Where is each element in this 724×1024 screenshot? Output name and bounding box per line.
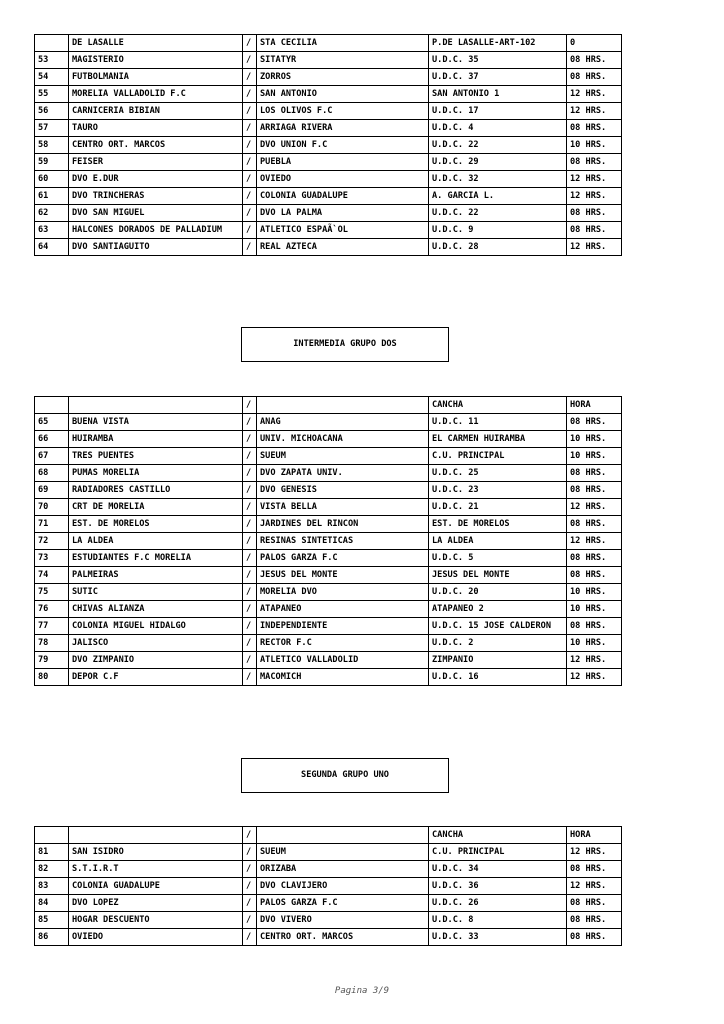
table-row xyxy=(35,52,622,69)
home-team: MAGISTERIO xyxy=(69,52,243,69)
venue: U.D.C. 32 xyxy=(429,171,567,188)
venue: U.D.C. 35 xyxy=(429,52,567,69)
venue: C.U. PRINCIPAL xyxy=(429,844,567,861)
separator: / xyxy=(243,448,257,465)
away-team: ZORROS xyxy=(257,69,429,86)
match-time: HORA xyxy=(567,827,622,844)
separator: / xyxy=(243,550,257,567)
venue: U.D.C. 33 xyxy=(429,929,567,946)
table-row xyxy=(35,499,622,516)
away-team: RECTOR F.C xyxy=(257,635,429,652)
match-time: 12 HRS. xyxy=(567,239,622,256)
away-team: UNIV. MICHOACANA xyxy=(257,431,429,448)
venue: CANCHA xyxy=(429,397,567,414)
separator: / xyxy=(243,912,257,929)
table-row xyxy=(35,550,622,567)
match-time: 08 HRS. xyxy=(567,222,622,239)
match-number: 61 xyxy=(35,188,69,205)
home-team: FEISER xyxy=(69,154,243,171)
away-team: SITATYR xyxy=(257,52,429,69)
venue: U.D.C. 2 xyxy=(429,635,567,652)
match-time: 08 HRS. xyxy=(567,550,622,567)
away-team: ATLETICO ESPAÃ`OL xyxy=(257,222,429,239)
away-team: DVO ZAPATA UNIV. xyxy=(257,465,429,482)
home-team: CHIVAS ALIANZA xyxy=(69,601,243,618)
venue: ZIMPANIO xyxy=(429,652,567,669)
match-time: 08 HRS. xyxy=(567,482,622,499)
away-team: ATLETICO VALLADOLID xyxy=(257,652,429,669)
match-number: 58 xyxy=(35,137,69,154)
home-team: BUENA VISTA xyxy=(69,414,243,431)
separator: / xyxy=(243,154,257,171)
match-time: 08 HRS. xyxy=(567,52,622,69)
home-team: SUTIC xyxy=(69,584,243,601)
match-number: 69 xyxy=(35,482,69,499)
match-time: 10 HRS. xyxy=(567,137,622,154)
separator: / xyxy=(243,669,257,686)
match-number: 55 xyxy=(35,86,69,103)
home-team: EST. DE MORELOS xyxy=(69,516,243,533)
away-team: PUEBLA xyxy=(257,154,429,171)
match-number: 59 xyxy=(35,154,69,171)
venue: U.D.C. 8 xyxy=(429,912,567,929)
match-number: 66 xyxy=(35,431,69,448)
match-time: 08 HRS. xyxy=(567,516,622,533)
home-team: HOGAR DESCUENTO xyxy=(69,912,243,929)
separator: / xyxy=(243,188,257,205)
separator: / xyxy=(243,618,257,635)
away-team xyxy=(257,397,429,414)
match-time: 10 HRS. xyxy=(567,601,622,618)
home-team: PALMEIRAS xyxy=(69,567,243,584)
home-team: TAURO xyxy=(69,120,243,137)
home-team xyxy=(69,397,243,414)
away-team: VISTA BELLA xyxy=(257,499,429,516)
away-team: MORELIA DVO xyxy=(257,584,429,601)
venue: EST. DE MORELOS xyxy=(429,516,567,533)
home-team: HALCONES DORADOS DE PALLADIUM xyxy=(69,222,243,239)
match-number: 56 xyxy=(35,103,69,120)
away-team: DVO VIVERO xyxy=(257,912,429,929)
table-row xyxy=(35,878,622,895)
home-team: DVO SANTIAGUITO xyxy=(69,239,243,256)
away-team: SUEUM xyxy=(257,844,429,861)
venue: JESUS DEL MONTE xyxy=(429,567,567,584)
match-time: 10 HRS. xyxy=(567,431,622,448)
away-team: SUEUM xyxy=(257,448,429,465)
match-number: 68 xyxy=(35,465,69,482)
venue: U.D.C. 21 xyxy=(429,499,567,516)
match-number: 73 xyxy=(35,550,69,567)
table-row xyxy=(35,188,622,205)
match-time: 12 HRS. xyxy=(567,103,622,120)
separator: / xyxy=(243,137,257,154)
match-time: 12 HRS. xyxy=(567,844,622,861)
match-number: 70 xyxy=(35,499,69,516)
venue: EL CARMEN HUIRAMBA xyxy=(429,431,567,448)
venue: U.D.C. 34 xyxy=(429,861,567,878)
table-row xyxy=(35,861,622,878)
venue: A. GARCIA L. xyxy=(429,188,567,205)
table-row xyxy=(35,844,622,861)
table-row xyxy=(35,533,622,550)
separator: / xyxy=(243,584,257,601)
home-team: JALISCO xyxy=(69,635,243,652)
venue: U.D.C. 15 JOSE CALDERON xyxy=(429,618,567,635)
match-time: 08 HRS. xyxy=(567,912,622,929)
venue: ATAPANEO 2 xyxy=(429,601,567,618)
separator: / xyxy=(243,844,257,861)
venue: U.D.C. 36 xyxy=(429,878,567,895)
separator: / xyxy=(243,827,257,844)
away-team: PALOS GARZA F.C xyxy=(257,550,429,567)
separator: / xyxy=(243,601,257,618)
home-team: TRES PUENTES xyxy=(69,448,243,465)
table-row xyxy=(35,584,622,601)
separator: / xyxy=(243,86,257,103)
table-row xyxy=(35,912,622,929)
match-number: 72 xyxy=(35,533,69,550)
home-team: DE LASALLE xyxy=(69,35,243,52)
match-number xyxy=(35,397,69,414)
match-number xyxy=(35,827,69,844)
home-team: S.T.I.R.T xyxy=(69,861,243,878)
page-number: Pagina 3/9 xyxy=(334,986,390,996)
away-team: SAN ANTONIO xyxy=(257,86,429,103)
home-team: OVIEDO xyxy=(69,929,243,946)
match-time: 0 xyxy=(567,35,622,52)
venue: U.D.C. 37 xyxy=(429,69,567,86)
away-team: PALOS GARZA F.C xyxy=(257,895,429,912)
group-title-segunda-grupo-uno: SEGUNDA GRUPO UNO xyxy=(241,758,449,793)
venue: U.D.C. 17 xyxy=(429,103,567,120)
table-row xyxy=(35,652,622,669)
away-team: CENTRO ORT. MARCOS xyxy=(257,929,429,946)
home-team: DVO ZIMPANIO xyxy=(69,652,243,669)
match-number: 82 xyxy=(35,861,69,878)
match-number: 80 xyxy=(35,669,69,686)
match-number: 63 xyxy=(35,222,69,239)
away-team: STA CECILIA xyxy=(257,35,429,52)
separator: / xyxy=(243,239,257,256)
away-team: DVO UNION F.C xyxy=(257,137,429,154)
home-team: MORELIA VALLADOLID F.C xyxy=(69,86,243,103)
home-team: ESTUDIANTES F.C MORELIA xyxy=(69,550,243,567)
away-team: DVO GENESIS xyxy=(257,482,429,499)
match-number: 84 xyxy=(35,895,69,912)
match-number: 74 xyxy=(35,567,69,584)
venue: U.D.C. 22 xyxy=(429,205,567,222)
away-team: RESINAS SINTETICAS xyxy=(257,533,429,550)
table-row xyxy=(35,482,622,499)
venue: U.D.C. 26 xyxy=(429,895,567,912)
match-number: 57 xyxy=(35,120,69,137)
away-team: MACOMICH xyxy=(257,669,429,686)
home-team: CRT DE MORELIA xyxy=(69,499,243,516)
match-time: 08 HRS. xyxy=(567,567,622,584)
match-time: 12 HRS. xyxy=(567,652,622,669)
match-time: 08 HRS. xyxy=(567,120,622,137)
home-team: DVO SAN MIGUEL xyxy=(69,205,243,222)
home-team: CARNICERIA BIBIAN xyxy=(69,103,243,120)
match-time: 08 HRS. xyxy=(567,205,622,222)
home-team: PUMAS MORELIA xyxy=(69,465,243,482)
away-team: ATAPANEO xyxy=(257,601,429,618)
separator: / xyxy=(243,533,257,550)
separator: / xyxy=(243,205,257,222)
venue: LA ALDEA xyxy=(429,533,567,550)
home-team: FUTBOLMANIA xyxy=(69,69,243,86)
match-time: 12 HRS. xyxy=(567,188,622,205)
home-team: DEPOR C.F xyxy=(69,669,243,686)
match-time: 08 HRS. xyxy=(567,69,622,86)
away-team: DVO CLAVIJERO xyxy=(257,878,429,895)
venue: U.D.C. 9 xyxy=(429,222,567,239)
away-team: ORIZABA xyxy=(257,861,429,878)
venue: U.D.C. 28 xyxy=(429,239,567,256)
table-row xyxy=(35,120,622,137)
home-team: HUIRAMBA xyxy=(69,431,243,448)
match-number: 83 xyxy=(35,878,69,895)
away-team: REAL AZTECA xyxy=(257,239,429,256)
table-row xyxy=(35,137,622,154)
separator: / xyxy=(243,878,257,895)
table-row xyxy=(35,895,622,912)
separator: / xyxy=(243,397,257,414)
away-team: OVIEDO xyxy=(257,171,429,188)
table-row xyxy=(35,516,622,533)
group-title-intermedia-grupo-dos: INTERMEDIA GRUPO DOS xyxy=(241,327,449,362)
venue: U.D.C. 29 xyxy=(429,154,567,171)
table-row xyxy=(35,239,622,256)
venue: U.D.C. 5 xyxy=(429,550,567,567)
match-number: 64 xyxy=(35,239,69,256)
table-row xyxy=(35,154,622,171)
match-time: 12 HRS. xyxy=(567,533,622,550)
away-team: ARRIAGA RIVERA xyxy=(257,120,429,137)
match-time: 08 HRS. xyxy=(567,154,622,171)
match-number: 85 xyxy=(35,912,69,929)
match-number: 86 xyxy=(35,929,69,946)
separator: / xyxy=(243,895,257,912)
match-number: 71 xyxy=(35,516,69,533)
venue: U.D.C. 25 xyxy=(429,465,567,482)
home-team: RADIADORES CASTILLO xyxy=(69,482,243,499)
away-team: DVO LA PALMA xyxy=(257,205,429,222)
match-number: 75 xyxy=(35,584,69,601)
separator: / xyxy=(243,222,257,239)
home-team: COLONIA MIGUEL HIDALGO xyxy=(69,618,243,635)
venue: C.U. PRINCIPAL xyxy=(429,448,567,465)
match-number: 78 xyxy=(35,635,69,652)
match-time: HORA xyxy=(567,397,622,414)
match-time: 12 HRS. xyxy=(567,171,622,188)
table-row xyxy=(35,618,622,635)
table-row xyxy=(35,69,622,86)
table-row xyxy=(35,171,622,188)
match-time: 10 HRS. xyxy=(567,584,622,601)
home-team: DVO TRINCHERAS xyxy=(69,188,243,205)
separator: / xyxy=(243,516,257,533)
home-team: COLONIA GUADALUPE xyxy=(69,878,243,895)
separator: / xyxy=(243,499,257,516)
separator: / xyxy=(243,482,257,499)
separator: / xyxy=(243,652,257,669)
venue: P.DE LASALLE-ART-102 xyxy=(429,35,567,52)
venue: U.D.C. 22 xyxy=(429,137,567,154)
match-time: 12 HRS. xyxy=(567,86,622,103)
match-number: 53 xyxy=(35,52,69,69)
match-time: 08 HRS. xyxy=(567,618,622,635)
table-row xyxy=(35,635,622,652)
separator: / xyxy=(243,120,257,137)
match-time: 12 HRS. xyxy=(567,669,622,686)
separator: / xyxy=(243,635,257,652)
separator: / xyxy=(243,431,257,448)
home-team: SAN ISIDRO xyxy=(69,844,243,861)
table-row xyxy=(35,669,622,686)
away-team: ANAG xyxy=(257,414,429,431)
separator: / xyxy=(243,69,257,86)
home-team: LA ALDEA xyxy=(69,533,243,550)
table-row xyxy=(35,827,622,844)
away-team: COLONIA GUADALUPE xyxy=(257,188,429,205)
table-row xyxy=(35,601,622,618)
table-row xyxy=(35,465,622,482)
separator: / xyxy=(243,929,257,946)
table-row xyxy=(35,86,622,103)
match-number: 54 xyxy=(35,69,69,86)
table-row xyxy=(35,431,622,448)
match-time: 12 HRS. xyxy=(567,878,622,895)
home-team xyxy=(69,827,243,844)
venue: SAN ANTONIO 1 xyxy=(429,86,567,103)
home-team: DVO LOPEZ xyxy=(69,895,243,912)
table-row xyxy=(35,103,622,120)
match-time: 08 HRS. xyxy=(567,861,622,878)
table-row xyxy=(35,222,622,239)
table-row xyxy=(35,35,622,52)
venue: U.D.C. 4 xyxy=(429,120,567,137)
venue: CANCHA xyxy=(429,827,567,844)
table-row xyxy=(35,397,622,414)
match-number: 77 xyxy=(35,618,69,635)
away-team: JESUS DEL MONTE xyxy=(257,567,429,584)
venue: U.D.C. 16 xyxy=(429,669,567,686)
match-time: 08 HRS. xyxy=(567,465,622,482)
venue: U.D.C. 11 xyxy=(429,414,567,431)
separator: / xyxy=(243,52,257,69)
venue: U.D.C. 20 xyxy=(429,584,567,601)
table-row xyxy=(35,448,622,465)
match-number: 65 xyxy=(35,414,69,431)
separator: / xyxy=(243,465,257,482)
table-row xyxy=(35,414,622,431)
away-team: INDEPENDIENTE xyxy=(257,618,429,635)
fixture-table-2 xyxy=(34,396,622,686)
away-team: JARDINES DEL RINCON xyxy=(257,516,429,533)
match-number: 62 xyxy=(35,205,69,222)
match-time: 08 HRS. xyxy=(567,929,622,946)
home-team: DVO E.DUR xyxy=(69,171,243,188)
separator: / xyxy=(243,861,257,878)
fixture-table-3 xyxy=(34,826,622,946)
match-number: 81 xyxy=(35,844,69,861)
match-time: 12 HRS. xyxy=(567,499,622,516)
match-time: 10 HRS. xyxy=(567,635,622,652)
separator: / xyxy=(243,103,257,120)
match-number: 60 xyxy=(35,171,69,188)
match-time: 08 HRS. xyxy=(567,895,622,912)
away-team xyxy=(257,827,429,844)
table-row xyxy=(35,929,622,946)
match-time: 10 HRS. xyxy=(567,448,622,465)
home-team: CENTRO ORT. MARCOS xyxy=(69,137,243,154)
separator: / xyxy=(243,171,257,188)
match-number: 76 xyxy=(35,601,69,618)
match-time: 08 HRS. xyxy=(567,414,622,431)
table-row xyxy=(35,567,622,584)
separator: / xyxy=(243,414,257,431)
table-row xyxy=(35,205,622,222)
separator: / xyxy=(243,567,257,584)
fixture-table-1 xyxy=(34,34,622,256)
match-number xyxy=(35,35,69,52)
separator: / xyxy=(243,35,257,52)
match-number: 67 xyxy=(35,448,69,465)
match-number: 79 xyxy=(35,652,69,669)
away-team: LOS OLIVOS F.C xyxy=(257,103,429,120)
venue: U.D.C. 23 xyxy=(429,482,567,499)
